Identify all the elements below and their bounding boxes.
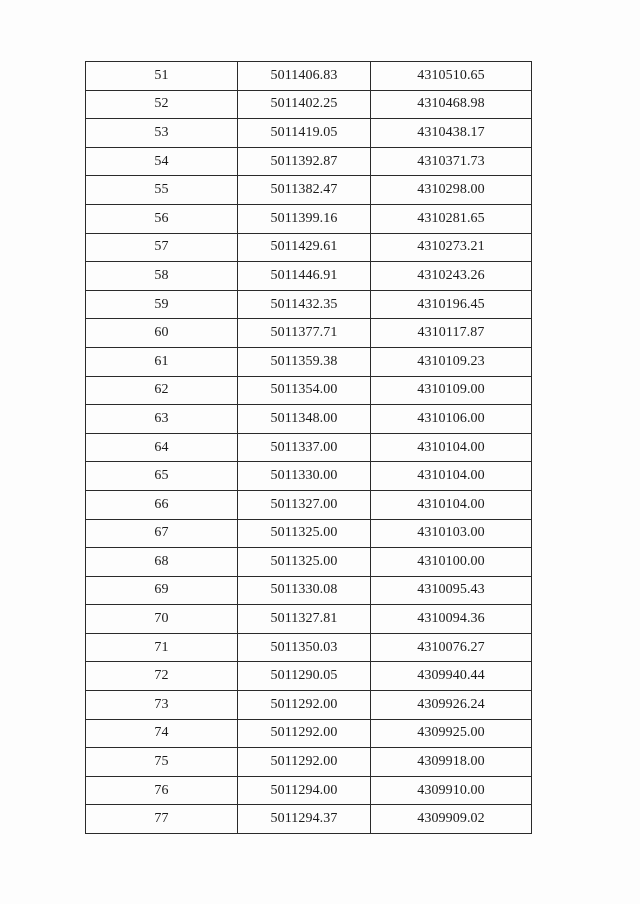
table-row bbox=[86, 462, 532, 491]
y-coordinate-cell: 4310196.45 bbox=[371, 290, 532, 319]
point-number-cell: 58 bbox=[86, 262, 238, 291]
table-row bbox=[86, 233, 532, 262]
table-row bbox=[86, 719, 532, 748]
y-coordinate-cell: 4310076.27 bbox=[371, 633, 532, 662]
table-row bbox=[86, 262, 532, 291]
point-number-cell: 55 bbox=[86, 176, 238, 205]
x-coordinate-cell: 5011392.87 bbox=[238, 147, 371, 176]
y-coordinate-cell: 4309909.02 bbox=[371, 805, 532, 834]
point-number-cell: 54 bbox=[86, 147, 238, 176]
table-row bbox=[86, 548, 532, 577]
x-coordinate-cell: 5011292.00 bbox=[238, 691, 371, 720]
point-number-cell: 69 bbox=[86, 576, 238, 605]
y-coordinate-cell: 4309926.24 bbox=[371, 691, 532, 720]
point-number-cell: 56 bbox=[86, 204, 238, 233]
x-coordinate-cell: 5011330.08 bbox=[238, 576, 371, 605]
y-coordinate-cell: 4310298.00 bbox=[371, 176, 532, 205]
x-coordinate-cell: 5011330.00 bbox=[238, 462, 371, 491]
point-number-cell: 53 bbox=[86, 119, 238, 148]
y-coordinate-cell: 4310104.00 bbox=[371, 433, 532, 462]
y-coordinate-cell: 4309918.00 bbox=[371, 748, 532, 777]
x-coordinate-cell: 5011294.37 bbox=[238, 805, 371, 834]
y-coordinate-cell: 4310281.65 bbox=[371, 204, 532, 233]
x-coordinate-cell: 5011354.00 bbox=[238, 376, 371, 405]
x-coordinate-cell: 5011327.81 bbox=[238, 605, 371, 634]
y-coordinate-cell: 4310117.87 bbox=[371, 319, 532, 348]
y-coordinate-cell: 4310243.26 bbox=[371, 262, 532, 291]
point-number-cell: 67 bbox=[86, 519, 238, 548]
table-row bbox=[86, 633, 532, 662]
point-number-cell: 66 bbox=[86, 490, 238, 519]
table-row bbox=[86, 376, 532, 405]
point-number-cell: 64 bbox=[86, 433, 238, 462]
table-row bbox=[86, 319, 532, 348]
table-row bbox=[86, 776, 532, 805]
y-coordinate-cell: 4310371.73 bbox=[371, 147, 532, 176]
x-coordinate-cell: 5011325.00 bbox=[238, 519, 371, 548]
point-number-cell: 77 bbox=[86, 805, 238, 834]
y-coordinate-cell: 4310468.98 bbox=[371, 90, 532, 119]
x-coordinate-cell: 5011402.25 bbox=[238, 90, 371, 119]
table-row bbox=[86, 405, 532, 434]
point-number-cell: 76 bbox=[86, 776, 238, 805]
y-coordinate-cell: 4309910.00 bbox=[371, 776, 532, 805]
point-number-cell: 71 bbox=[86, 633, 238, 662]
y-coordinate-cell: 4310510.65 bbox=[371, 62, 532, 91]
table-row bbox=[86, 662, 532, 691]
y-coordinate-cell: 4310095.43 bbox=[371, 576, 532, 605]
x-coordinate-cell: 5011348.00 bbox=[238, 405, 371, 434]
table-row bbox=[86, 90, 532, 119]
x-coordinate-cell: 5011327.00 bbox=[238, 490, 371, 519]
x-coordinate-cell: 5011337.00 bbox=[238, 433, 371, 462]
point-number-cell: 57 bbox=[86, 233, 238, 262]
x-coordinate-cell: 5011292.00 bbox=[238, 719, 371, 748]
y-coordinate-cell: 4310109.00 bbox=[371, 376, 532, 405]
table-row bbox=[86, 119, 532, 148]
table-row bbox=[86, 147, 532, 176]
y-coordinate-cell: 4310438.17 bbox=[371, 119, 532, 148]
table-row bbox=[86, 290, 532, 319]
x-coordinate-cell: 5011350.03 bbox=[238, 633, 371, 662]
y-coordinate-cell: 4310104.00 bbox=[371, 490, 532, 519]
point-number-cell: 60 bbox=[86, 319, 238, 348]
x-coordinate-cell: 5011294.00 bbox=[238, 776, 371, 805]
point-number-cell: 75 bbox=[86, 748, 238, 777]
point-number-cell: 70 bbox=[86, 605, 238, 634]
table-row bbox=[86, 748, 532, 777]
x-coordinate-cell: 5011377.71 bbox=[238, 319, 371, 348]
y-coordinate-cell: 4310094.36 bbox=[371, 605, 532, 634]
coordinate-table-body bbox=[86, 62, 532, 834]
table-row bbox=[86, 576, 532, 605]
y-coordinate-cell: 4309925.00 bbox=[371, 719, 532, 748]
x-coordinate-cell: 5011432.35 bbox=[238, 290, 371, 319]
table-row bbox=[86, 519, 532, 548]
point-number-cell: 63 bbox=[86, 405, 238, 434]
y-coordinate-cell: 4310109.23 bbox=[371, 347, 532, 376]
y-coordinate-cell: 4310106.00 bbox=[371, 405, 532, 434]
x-coordinate-cell: 5011399.16 bbox=[238, 204, 371, 233]
table-row bbox=[86, 490, 532, 519]
point-number-cell: 65 bbox=[86, 462, 238, 491]
y-coordinate-cell: 4310100.00 bbox=[371, 548, 532, 577]
point-number-cell: 68 bbox=[86, 548, 238, 577]
x-coordinate-cell: 5011325.00 bbox=[238, 548, 371, 577]
x-coordinate-cell: 5011292.00 bbox=[238, 748, 371, 777]
x-coordinate-cell: 5011419.05 bbox=[238, 119, 371, 148]
y-coordinate-cell: 4310103.00 bbox=[371, 519, 532, 548]
point-number-cell: 61 bbox=[86, 347, 238, 376]
point-number-cell: 62 bbox=[86, 376, 238, 405]
x-coordinate-cell: 5011290.05 bbox=[238, 662, 371, 691]
point-number-cell: 51 bbox=[86, 62, 238, 91]
x-coordinate-cell: 5011406.83 bbox=[238, 62, 371, 91]
table-row bbox=[86, 62, 532, 91]
table-row bbox=[86, 433, 532, 462]
x-coordinate-cell: 5011429.61 bbox=[238, 233, 371, 262]
x-coordinate-cell: 5011446.91 bbox=[238, 262, 371, 291]
point-number-cell: 59 bbox=[86, 290, 238, 319]
table-row bbox=[86, 691, 532, 720]
coordinate-table bbox=[85, 61, 532, 834]
table-row bbox=[86, 347, 532, 376]
y-coordinate-cell: 4310273.21 bbox=[371, 233, 532, 262]
table-row bbox=[86, 204, 532, 233]
table-row bbox=[86, 605, 532, 634]
y-coordinate-cell: 4310104.00 bbox=[371, 462, 532, 491]
y-coordinate-cell: 4309940.44 bbox=[371, 662, 532, 691]
point-number-cell: 52 bbox=[86, 90, 238, 119]
point-number-cell: 73 bbox=[86, 691, 238, 720]
point-number-cell: 72 bbox=[86, 662, 238, 691]
table-row bbox=[86, 805, 532, 834]
x-coordinate-cell: 5011382.47 bbox=[238, 176, 371, 205]
point-number-cell: 74 bbox=[86, 719, 238, 748]
x-coordinate-cell: 5011359.38 bbox=[238, 347, 371, 376]
table-row bbox=[86, 176, 532, 205]
